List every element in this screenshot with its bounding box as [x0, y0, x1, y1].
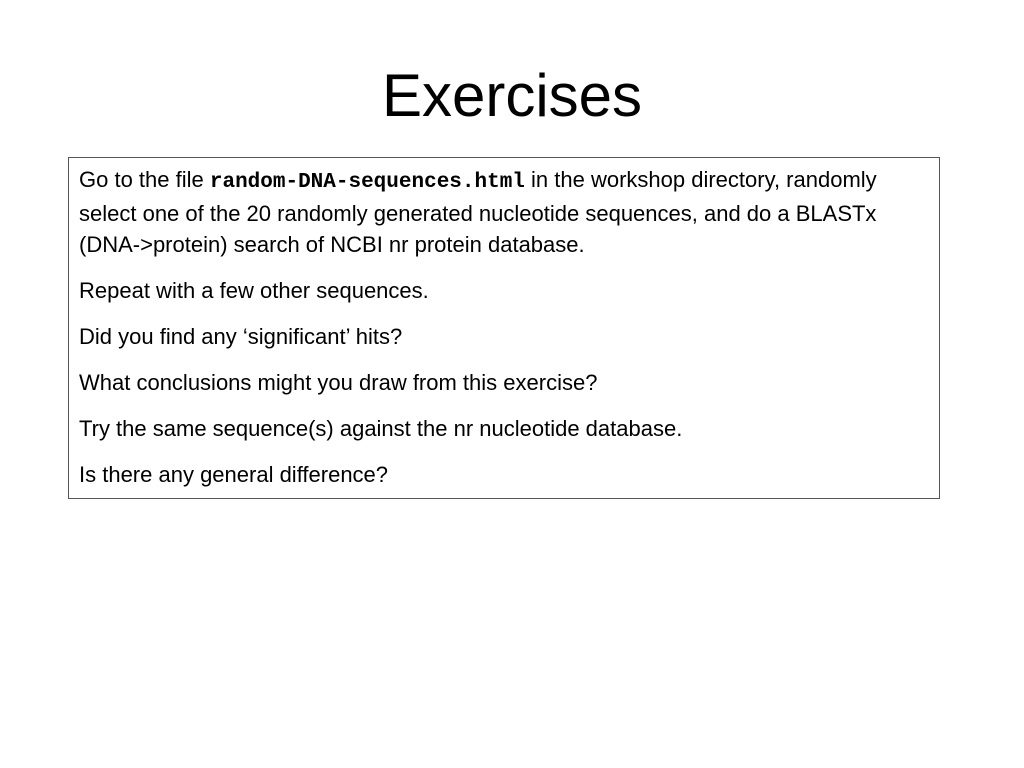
filename-code: random-DNA-sequences.html [209, 171, 525, 194]
exercise-step: Repeat with a few other sequences. [79, 278, 429, 303]
exercise-step: Try the same sequence(s) against the nr nucleotide database. [79, 416, 683, 441]
exercise-box [68, 157, 940, 499]
slide-title: Exercises [381, 62, 643, 129]
intro-prefix: Go to the file [79, 167, 210, 192]
exercise-step: Did you find any ‘significant’ hits? [79, 324, 403, 349]
exercise-step: Is there any general difference? [79, 462, 389, 487]
exercise-intro [79, 164, 929, 260]
exercise-step: What conclusions might you draw from this exercise? [79, 370, 598, 395]
intro-suffix: in the workshop directory, randomly select one of the 20 randomly generated nucleotide sequences, and do a BLASTx (DNA->protein) search of NCBI nr protein database. [79, 167, 877, 257]
